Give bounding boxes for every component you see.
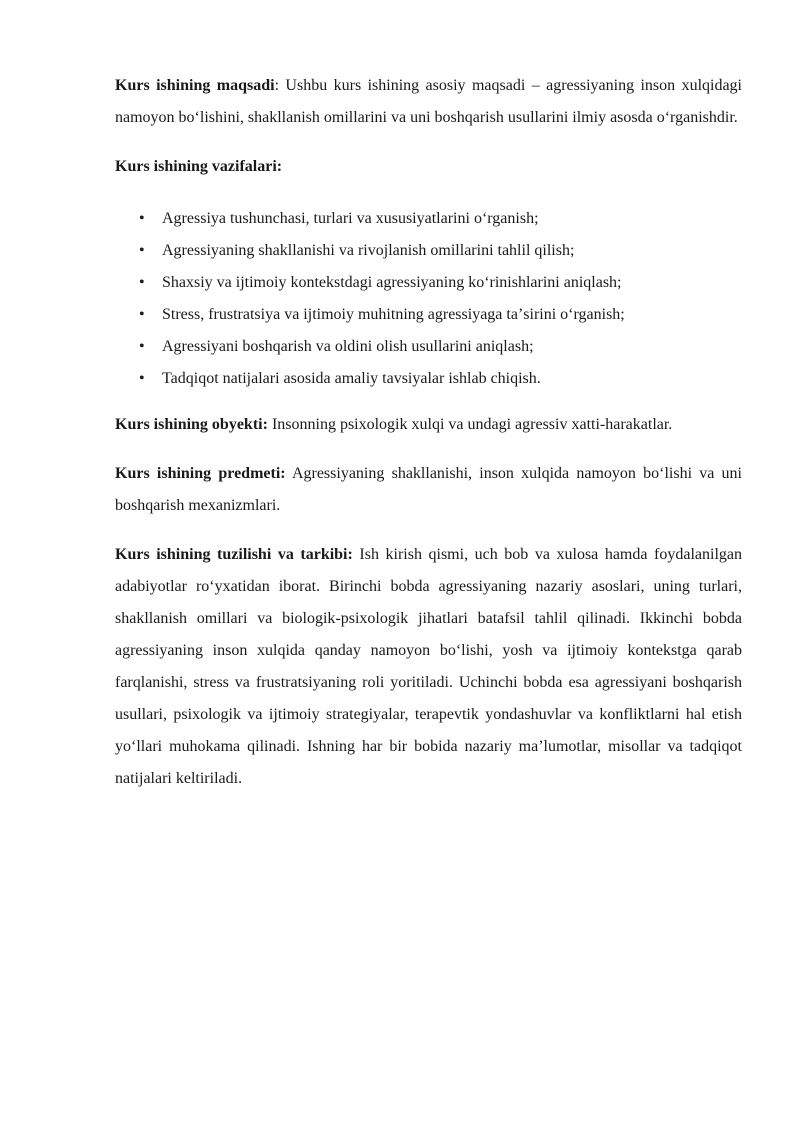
- object-label: Kurs ishining obyekti:: [115, 416, 268, 433]
- tasks-list: [115, 203, 742, 395]
- list-item: [115, 363, 742, 395]
- object-paragraph: [115, 409, 742, 441]
- purpose-paragraph: [115, 70, 742, 134]
- object-text: Insonning psixologik xulqi va undagi agressiv xatti-harakatlar.: [267, 416, 673, 433]
- list-item: [115, 331, 742, 363]
- task-text: Agressiya tushunchasi, turlari va xususiyatlarini oʻrganish;: [162, 210, 539, 227]
- structure-label: Kurs ishining tuzilishi va tarkibi:: [115, 546, 353, 563]
- bullet-icon: •: [139, 338, 145, 355]
- subject-paragraph: [115, 458, 742, 522]
- tasks-heading: Kurs ishining vazifalari:: [115, 158, 283, 175]
- bullet-icon: •: [139, 306, 145, 323]
- list-item: [115, 267, 742, 299]
- list-item: [115, 299, 742, 331]
- structure-text: Ish kirish qismi, uch bob va xulosa hamda foydalanilgan adabiyotlar roʻyxatidan iborat. Birinchi bobda agressiyaning nazariy asoslari, uning turlari, shakllanish omillari va biologik-psixologik jihatlari batafsil tahlil qilinadi. Ikkinchi bobda agressiyaning inson xulqida qanday namoyon boʻlishi, yosh va ijtimoiy kontekstga qarab farqlanishi, stress va frustratsiyaning roli yoritiladi. Uchinchi bobda esa agressiyani boshqarish usullari, psixologik va ijtimoiy strategiyalar, terapevtik yondashuvlar va konfliktlarni hal etish yoʻllari muhokama qilinadi. Ishning har bir bobida nazariy maʼlumotlar, misollar va tadqiqot natijalari keltiriladi.: [115, 546, 743, 787]
- task-text: Tadqiqot natijalari asosida amaliy tavsiyalar ishlab chiqish.: [162, 370, 541, 387]
- bullet-icon: •: [139, 274, 145, 291]
- bullet-icon: •: [139, 210, 145, 227]
- subject-label: Kurs ishining predmeti:: [115, 465, 286, 482]
- task-text: Shaxsiy va ijtimoiy kontekstdagi agressiyaning koʻrinishlarini aniqlash;: [162, 274, 622, 291]
- task-text: Agressiyani boshqarish va oldini olish usullarini aniqlash;: [162, 338, 534, 355]
- structure-paragraph: [115, 539, 742, 795]
- bullet-icon: •: [139, 242, 145, 259]
- subject-text: Agressiyaning shakllanishi, inson xulqida namoyon boʻlishi va uni boshqarish mexanizmlari.: [115, 465, 742, 514]
- bullet-icon: •: [139, 370, 145, 387]
- list-item: [115, 235, 742, 267]
- purpose-text: : Ushbu kurs ishining asosiy maqsadi – agressiyaning inson xulqidagi namoyon boʻlishini, shakllanish omillarini va uni boshqarish usullarini ilmiy asosda oʻrganishdir.: [115, 77, 743, 126]
- document-page: [115, 70, 742, 812]
- list-item: [115, 203, 742, 235]
- task-text: Stress, frustratsiya va ijtimoiy muhitning agressiyaga taʼsirini oʻrganish;: [162, 306, 625, 323]
- purpose-label: Kurs ishining maqsadi: [115, 77, 275, 94]
- task-text: Agressiyaning shakllanishi va rivojlanish omillarini tahlil qilish;: [162, 242, 575, 259]
